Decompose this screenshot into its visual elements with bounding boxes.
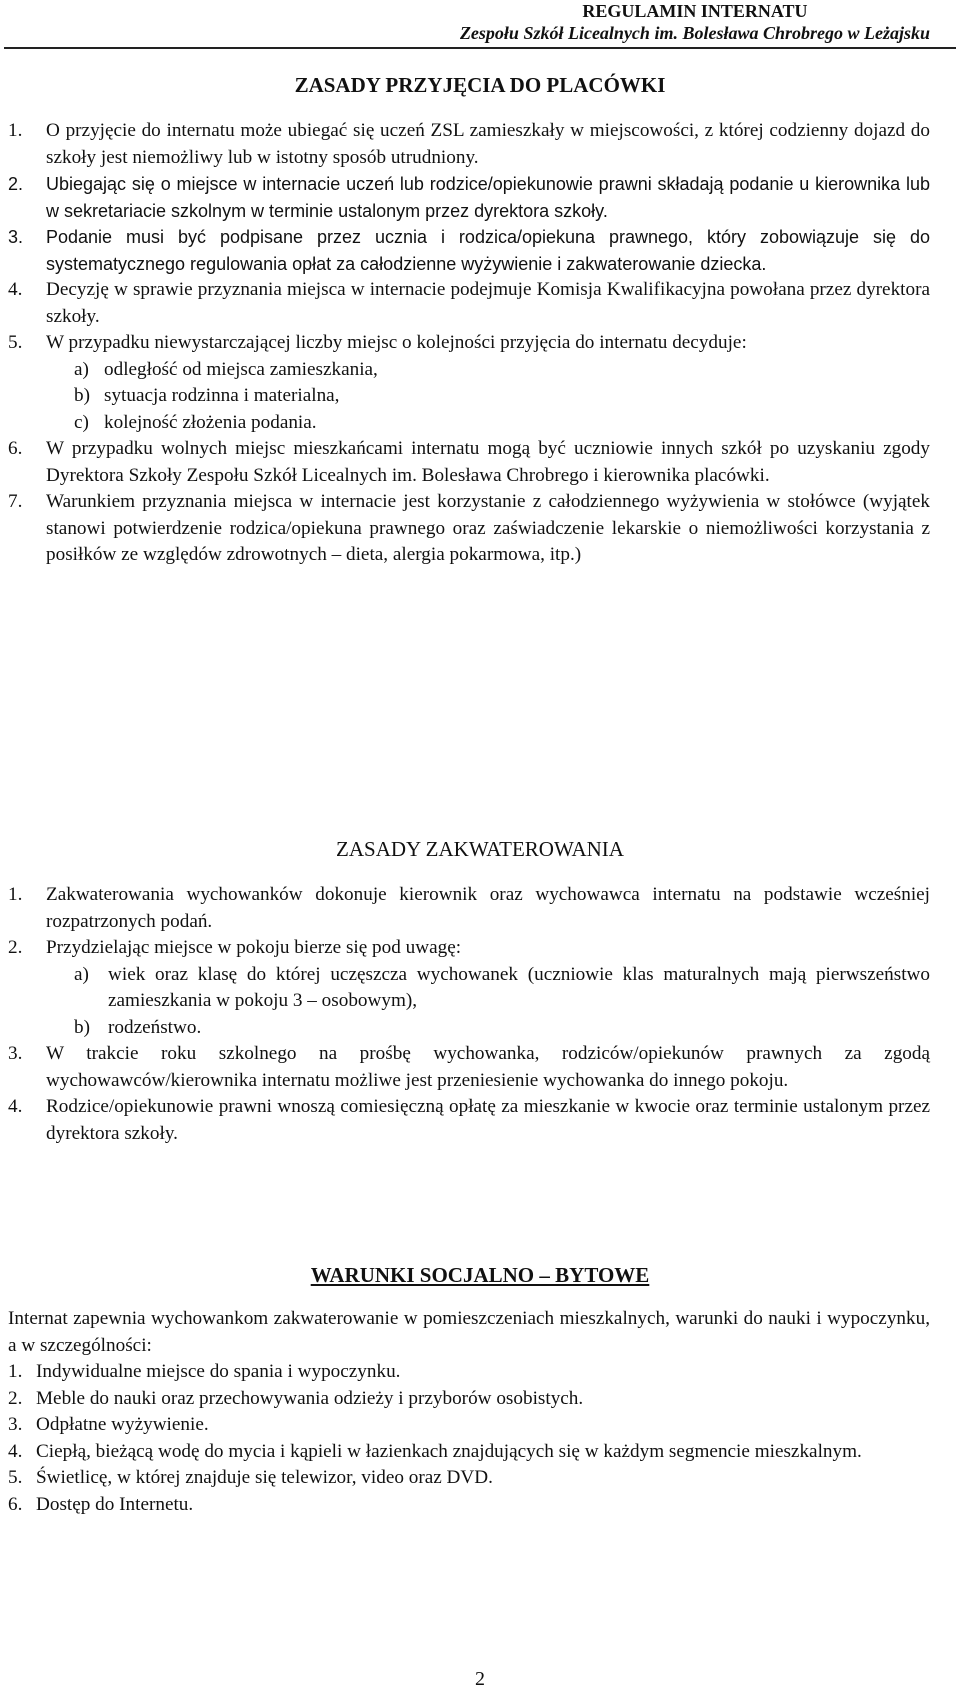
list-item: 4. Decyzję w sprawie przyznania miejsca w internacie podejmuje Komisja Kwalifikacyjna powołana przez dyrektora szkoły. bbox=[8, 279, 930, 327]
accommodation-list bbox=[8, 882, 930, 1147]
list-item: 7. Warunkiem przyznania miejsca w internacie jest korzystanie z całodziennego wyżywienia w stołówce (wyjątek stanowi potwierdzenie rodzica/opiekuna prawnego oraz zaświadczenie lekarskie o niemożliwości korzystania z posiłków ze względów zdrowotnych – dieta, alergia pokarmowa, itp.) bbox=[8, 491, 930, 565]
list-item: 3. W trakcie roku szkolnego na prośbę wychowanka, rodziców/opiekunów prawnych za zgodą wychowawców/kierownika internatu możliwe jest przeniesienie wychowanka do innego pokoju. bbox=[8, 1043, 930, 1091]
list-item: 1. Zakwaterowania wychowanków dokonuje kierownik oraz wychowawca internatu na podstawie wcześniej rozpatrzonych podań. bbox=[8, 884, 930, 932]
page-number: 2 bbox=[475, 1668, 485, 1690]
social-section bbox=[8, 1306, 930, 1518]
header-divider bbox=[4, 47, 956, 49]
list-item: 3. Podanie musi być podpisane przez ucznia i rodzica/opiekuna prawnego, który zobowiązuje się do systematycznego regulowania opłat za całodzienne wyżywienie i zakwaterowanie dziecka. bbox=[8, 227, 930, 274]
admission-list bbox=[8, 118, 930, 569]
sub-list-item: a) wiek oraz klasę do której uczęszcza wychowanek (uczniowie klas maturalnych mają pierwszeństwo zamieszkania w pokoju 3 – osobowym), bbox=[74, 963, 930, 1011]
list-item: 6. W przypadku wolnych miejsc mieszkańcami internatu mogą być uczniowie innych szkół po uzyskaniu zgody Dyrektora Szkoły Zespołu Szkół Licealnych im. Bolesława Chrobrego i kierownika placówki. bbox=[8, 438, 930, 486]
list-item: 5. W przypadku niewystarczającej liczby miejsc o kolejności przyjęcia do internatu decyduje: bbox=[8, 332, 747, 353]
list-item: 2. Przydzielając miejsce w pokoju bierze się pod uwagę: bbox=[8, 937, 462, 958]
list-item: 1. O przyjęcie do internatu może ubiegać się uczeń ZSL zamieszkały w miejscowości, z której codzienny dojazd do szkoły jest niemożliwy lub w istotny sposób utrudniony. bbox=[8, 120, 930, 168]
social-intro: Internat zapewnia wychowankom zakwaterowanie w pomieszczeniach mieszkalnych, warunki do nauki i wypoczynku, a w szczególności: bbox=[8, 1308, 930, 1356]
list-item: 4. Rodzice/opiekunowie prawni wnoszą comiesięczną opłatę za mieszkanie w kwocie oraz terminie ustalonym przez dyrektora szkoły. bbox=[8, 1096, 930, 1144]
page-header bbox=[460, 0, 930, 44]
admission-title: ZASADY PRZYJĘCIA DO PLACÓWKI bbox=[294, 73, 666, 97]
sub-list-item: a) odległość od miejsca zamieszkania, bbox=[74, 358, 378, 380]
list-item: 5. Świetlicę, w której znajduje się telewizor, video oraz DVD. bbox=[8, 1467, 493, 1488]
list-item: 3. Odpłatne wyżywienie. bbox=[8, 1414, 209, 1435]
list-item: 1. Indywidualne miejsce do spania i wypoczynku. bbox=[8, 1361, 401, 1382]
document-title: REGULAMIN INTERNATU bbox=[582, 1, 808, 21]
accommodation-title: ZASADY ZAKWATEROWANIA bbox=[336, 837, 624, 861]
list-item: 2. Meble do nauki oraz przechowywania odzieży i przyborów osobistych. bbox=[8, 1387, 584, 1409]
sub-list-item: b) sytuacja rodzinna i materialna, bbox=[74, 385, 340, 406]
sub-list-item: b) rodzeństwo. bbox=[74, 1016, 202, 1038]
sub-list-item: c) kolejność złożenia podania. bbox=[74, 411, 317, 433]
school-name: Zespołu Szkół Licealnych im. Bolesława Chrobrego w Leżajsku bbox=[459, 23, 930, 43]
list-item: 2. Ubiegając się o miejsce w internacie uczeń lub rodzice/opiekunowie prawni składają podanie u kierownika lub w sekretariacie szkolnym w terminie ustalonym przez dyrektora szkoły. bbox=[8, 174, 930, 221]
social-title: WARUNKI SOCJALNO – BYTOWE bbox=[310, 1263, 650, 1287]
list-item: 6. Dostęp do Internetu. bbox=[8, 1493, 194, 1515]
list-item: 4. Ciepłą, bieżącą wodę do mycia i kąpieli w łazienkach znajdujących się w każdym segmencie mieszkalnym. bbox=[8, 1440, 862, 1462]
